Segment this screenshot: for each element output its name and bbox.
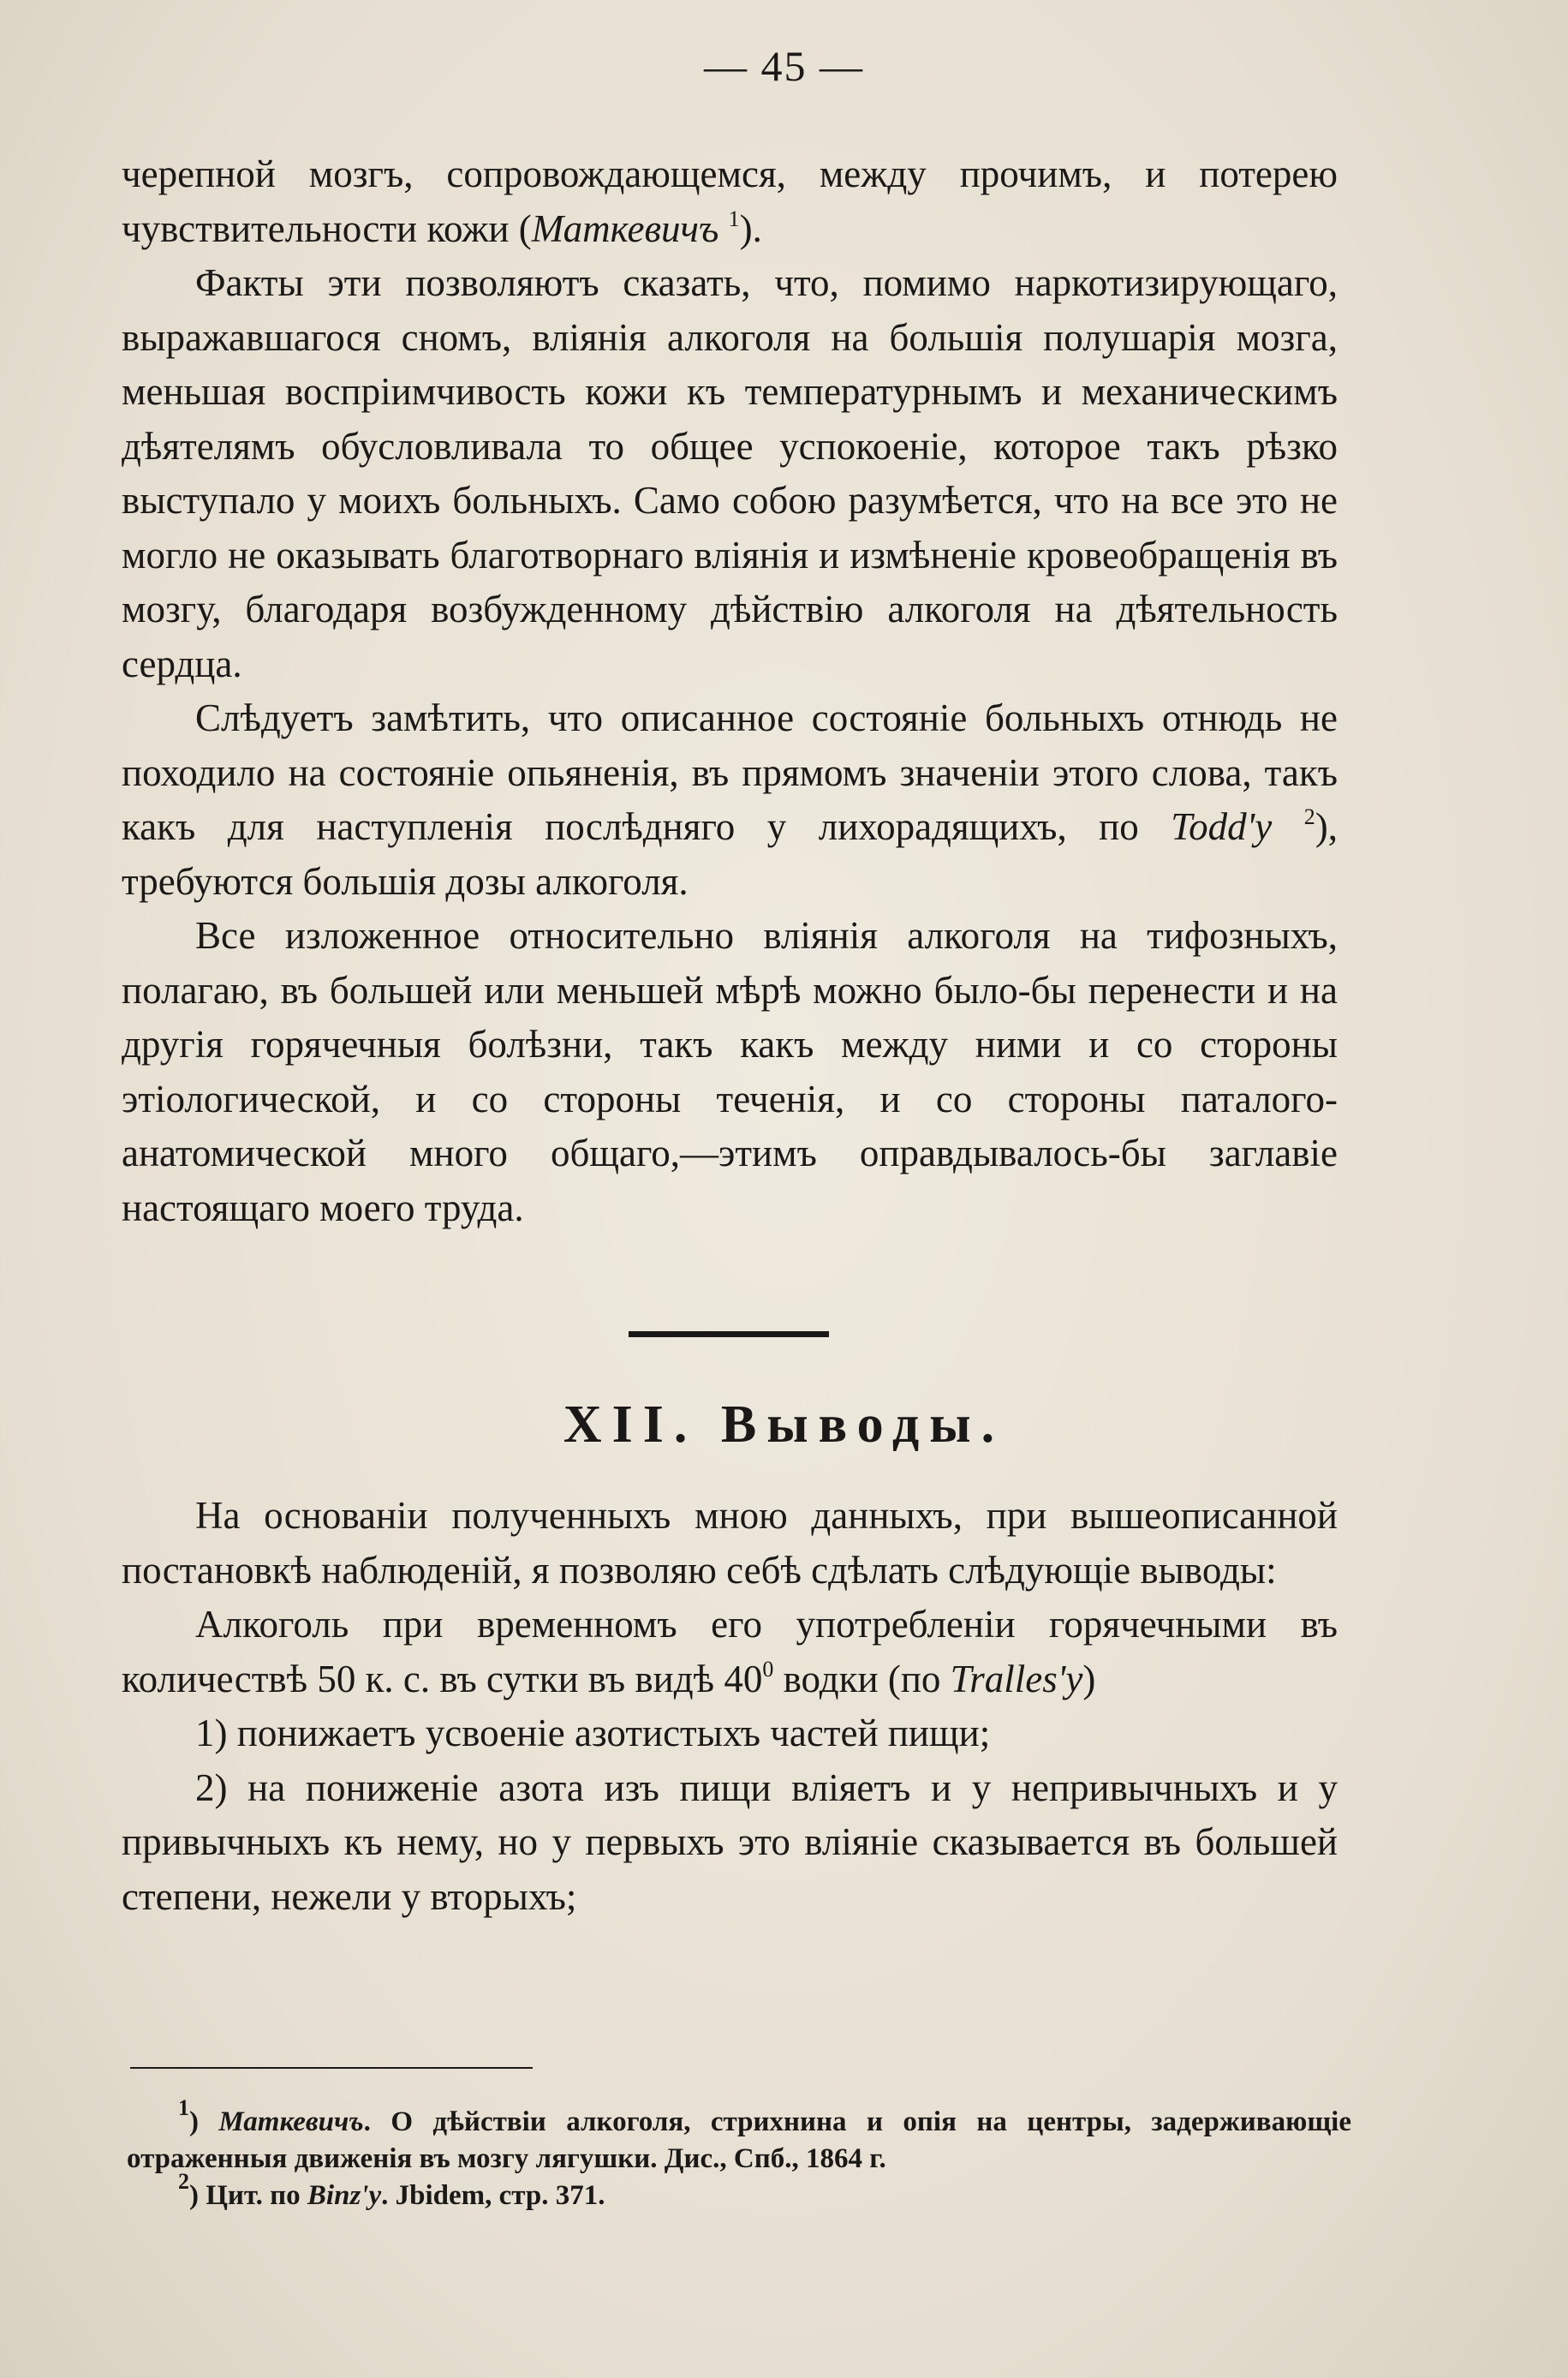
footnote bbox=[127, 2095, 1351, 2178]
body-text-bottom bbox=[122, 1489, 1338, 1924]
text-run: ) bbox=[189, 2106, 219, 2137]
paragraph bbox=[122, 1598, 1338, 1706]
text-run: На основаніи полученныхъ мною данныхъ, при вышеописанной постановкѣ наблюденій, я позволяю себѣ сдѣлать слѣдующіе выводы: bbox=[122, 1494, 1338, 1592]
text-run bbox=[1272, 805, 1304, 848]
italic-text: Binz'у bbox=[307, 2180, 382, 2211]
italic-text: Маткевичъ bbox=[531, 206, 719, 250]
page-number: — 45 — bbox=[704, 42, 864, 90]
text-run: ) Цит. по bbox=[189, 2180, 307, 2211]
text-run: 2) на пониженіе азота изъ пищи вліяетъ и у непривычныхъ и у привычныхъ къ нему, но у первыхъ это вліяніе сказывается въ большей степени, нежели у вторыхъ; bbox=[122, 1766, 1338, 1918]
text-run: ), требуются большія дозы алкоголя. bbox=[122, 805, 1338, 903]
paragraph bbox=[122, 909, 1338, 1235]
footnote-marker: 1 bbox=[178, 2095, 189, 2120]
text-run bbox=[718, 207, 728, 250]
paragraph bbox=[122, 1761, 1338, 1925]
section-divider bbox=[629, 1331, 829, 1337]
italic-text: Todd'у bbox=[1171, 805, 1273, 848]
text-run: черепной мозгъ, сопровождающемся, между прочимъ, и потерею чувствительности кожи ( bbox=[122, 152, 1338, 250]
paragraph bbox=[122, 147, 1338, 256]
text-run: водки (по bbox=[773, 1657, 951, 1700]
text-run: Все изложенное относительно вліянія алкоголя на тифозныхъ, полагаю, въ большей или меньшей мѣрѣ можно было-бы перенести и на другія горячечныя болѣзни, такъ какъ между ними и со стороны этіологической, и со стороны теченія, и со стороны паталого-анатомической много общаго,—этимъ оправдывалось-бы заглавіе настоящаго моего труда. bbox=[122, 914, 1338, 1229]
text-run: Алкоголь при временномъ его употребленіи горячечными въ количествѣ 50 к. с. въ сутки въ видѣ 40 bbox=[122, 1603, 1338, 1700]
text-run: Факты эти позволяютъ сказать, что, помимо наркотизирующаго, выражавшагося сномъ, вліянія алкоголя на большія полушарія мозга, меньшая воспріимчивость кожи къ температурнымъ и механическимъ дѣятелямъ обусловливала то общее успокоеніе, которое такъ рѣзко выступало у моихъ больныхъ. Само собою разумѣется, что на все это не могло не оказывать благотворнаго вліянія и измѣненіе кровеобращенія въ мозгу, благодаря возбужденному дѣйствію алкоголя на дѣятельность сердца. bbox=[122, 261, 1338, 685]
text-run: 1) понижаетъ усвоеніе азотистыхъ частей пищи; bbox=[195, 1712, 991, 1754]
paragraph bbox=[122, 256, 1338, 691]
text-run: . О дѣйствіи алкоголя, стрихнина и опія на центры, задерживающіе отраженныя движенія въ мозгу лягушки. Дис., Спб., 1864 г. bbox=[127, 2106, 1351, 2174]
text-run: ). bbox=[739, 206, 762, 250]
footnote-marker: 0 bbox=[762, 1656, 774, 1682]
footnotes bbox=[127, 2095, 1351, 2214]
italic-text: Маткевичъ bbox=[218, 2106, 364, 2137]
footnote-marker: 2 bbox=[178, 2169, 189, 2194]
paragraph bbox=[122, 1489, 1338, 1598]
text-run: Слѣдуетъ замѣтить, что описанное состояніе больныхъ отнюдь не походило на состояніе опьяненія, въ прямомъ значеніи этого слова, такъ какъ для наступленія послѣдняго у лихорадящихъ, по bbox=[122, 696, 1338, 848]
footnote bbox=[127, 2169, 1351, 2214]
text-run: . Jbidem, стр. 371. bbox=[381, 2180, 605, 2211]
paragraph bbox=[122, 1706, 1338, 1761]
footnote-marker: 1 bbox=[728, 206, 740, 231]
footnote-marker: 2 bbox=[1303, 804, 1315, 829]
text-run: ) bbox=[1082, 1657, 1096, 1700]
footnote-divider bbox=[130, 2067, 533, 2069]
paragraph bbox=[122, 691, 1338, 909]
italic-text: Tralles'у bbox=[950, 1657, 1083, 1700]
section-heading: XII. Выводы. bbox=[563, 1395, 1005, 1454]
body-text-top bbox=[122, 147, 1338, 1235]
